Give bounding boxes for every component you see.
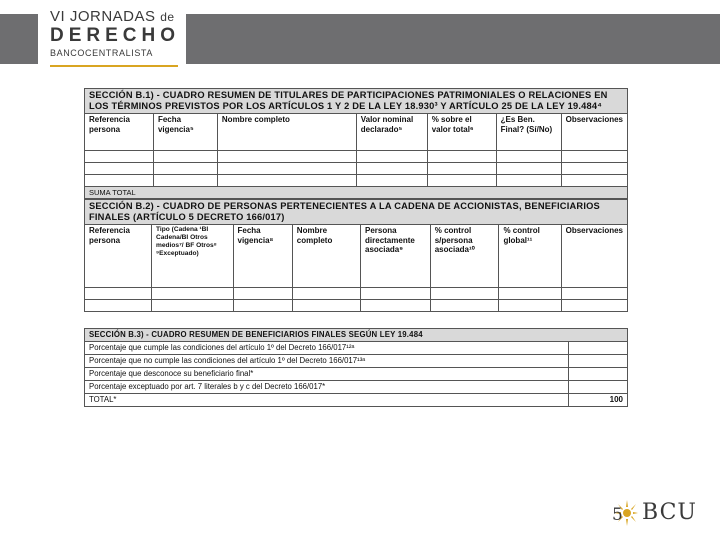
section2-title: SECCIÓN B.2) - CUADRO DE PERSONAS PERTENECIENTES A LA CADENA DE ACCIONISTAS, BENEFICIARIOS FINALES (ARTÍCULO 5 DECRETO 166/017) (85, 200, 628, 225)
section2-table (84, 199, 628, 312)
section1-sum-row: SUMA TOTAL (85, 187, 628, 199)
logo-line1: VI JORNADAS (50, 8, 156, 25)
section1-col-header: Observaciones (561, 114, 627, 151)
section3-row-value (569, 355, 628, 368)
sun-icon (609, 498, 639, 528)
brand-number: 5 (612, 505, 623, 525)
section1-col-header: Nombre completo (217, 114, 356, 151)
section2-col-header: Tipo (Cadena ¹BI Cadena/BI Otros medios⁷/ BF Otros⁸ ⁹Exceptuado) (152, 225, 234, 288)
section3-row (85, 342, 628, 355)
section3-row (85, 355, 628, 368)
section1-title: SECCIÓN B.1) - CUADRO RESUMEN DE TITULARES DE PARTICIPACIONES PATRIMONIALES O RELACIONES EN LOS TÉRMINOS PREVISTOS POR LOS ARTÍCULOS 1 Y 2 DE LA LEY 18.930³ Y ARTÍCULO 25 DE LA LEY 19.484⁴ (85, 89, 628, 114)
section3-row-value: 100 (569, 394, 628, 407)
header-bar (0, 0, 720, 66)
section2-col-header: Referencia persona (85, 225, 152, 288)
section2-col-header: % control s/persona asociada¹⁰ (430, 225, 499, 288)
section1-col-header: Valor nominal declarado⁵ (356, 114, 427, 151)
bcu-logo (609, 496, 709, 530)
event-logo (50, 9, 182, 67)
section2-col-header: Observaciones (561, 225, 627, 288)
section3-title: SECCIÓN B.3) - CUADRO RESUMEN DE BENEFICIARIOS FINALES SEGÚN LEY 19.484 (85, 329, 628, 342)
section3-row-label: Porcentaje que cumple las condiciones del artículo 1º del Decreto 166/017¹²ᵃ (85, 342, 569, 355)
section2-col-header: Fecha vigencia⁸ (233, 225, 292, 288)
bcu-wordmark: BCU (642, 500, 697, 525)
section3-row-value (569, 381, 628, 394)
section1-col-header: Referencia persona (85, 114, 154, 151)
logo-line3: BANCOCENTRALISTA (50, 48, 153, 58)
logo-line2: DERECHO (50, 25, 181, 46)
logo-underline (50, 65, 178, 67)
section3-row (85, 381, 628, 394)
section3-row (85, 368, 628, 381)
section3-row-value (569, 368, 628, 381)
section2-col-header: % control global¹¹ (499, 225, 561, 288)
section1-col-header: % sobre el valor total⁶ (427, 114, 496, 151)
section1-table (84, 88, 628, 199)
section3-row-label: TOTAL* (85, 394, 569, 407)
section3-row-label: Porcentaje que desconoce su beneficiario final* (85, 368, 569, 381)
header-gray-bar-left (0, 14, 38, 64)
section1-col-header: Fecha vigencia⁵ (153, 114, 217, 151)
section3-row-label: Porcentaje exceptuado por art. 7 literales b y c del Decreto 166/017* (85, 381, 569, 394)
header-gray-bar-right (186, 14, 720, 64)
section2-col-header: Persona directamente asociada⁹ (361, 225, 431, 288)
logo-line1-suffix: de (160, 10, 175, 24)
section2-col-header: Nombre completo (292, 225, 360, 288)
section3-row-label: Porcentaje que no cumple las condiciones del artículo 1º del Decreto 166/017¹³ᵃ (85, 355, 569, 368)
section1-col-header: ¿Es Ben. Final? (Sí/No) (496, 114, 561, 151)
section3-table (84, 328, 628, 407)
document-sheet (84, 88, 628, 452)
section3-row-value (569, 342, 628, 355)
section3-row (85, 394, 628, 407)
